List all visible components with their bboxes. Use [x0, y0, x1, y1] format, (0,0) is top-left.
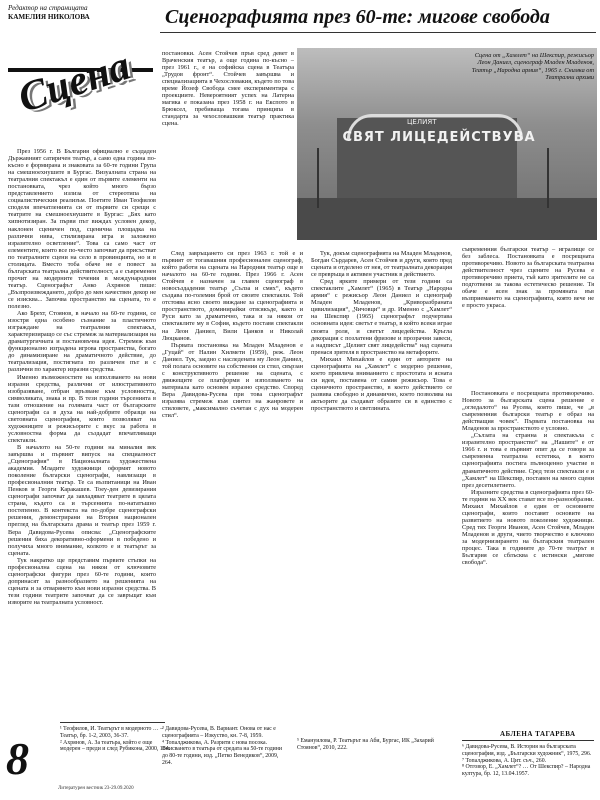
issue-line: Литературен вестник 23-29.09.2020 [58, 786, 134, 791]
editor-credit [8, 4, 143, 22]
editor-label: Редактор на страницата [8, 4, 88, 12]
footnote-rule [462, 740, 594, 741]
footnote: ⁷ Топалджикова, А. Цит. съч., 260. [462, 757, 547, 764]
page-number: 8 [6, 733, 29, 784]
footnote-rule [60, 722, 165, 723]
body-column-2-top [162, 50, 294, 250]
footnotes-mid [162, 726, 287, 767]
paragraph: Изразните средства в сценографията през 60-те години на XX век стават все по-разнообразни. Михаил Михайлов е един от основните сценографи, които поставят основите на развитието на новото поколение художници. Сред тях Георги Иванов, Асен Стойчев, Младен Младенов и други, чието творчество е ключово за модернизирането на българския театрален процес. Така в годините до 70-те театрът в България се сблъсква с истински „мигове свобода“. [462, 488, 594, 567]
photo-caption: Сцена от „Хамлет“ на Шекспир, режисьор Леон Даниел, сценограф Младен Младенов, Театър „Народна армия“, 1965 г. Снимка от Театрални архиви [471, 52, 594, 81]
body-column-4 [462, 390, 594, 720]
paragraph: Именно възможностите на използването на нови изразни средства, различни от илюстративното изобразяване, отбран връзване към условността, символиката, знака и пр. В тези години търсенията в тази отношение на голямата част от българските сценографи са в духа на най-добрите образци на световната сценография, които позволяват на художниците и режисьорите с вкус за работа в условностна форма да създадат впечатляващи спектакли. [8, 373, 156, 444]
paragraph: Сред ярките примери от тези години са спектаклите „Хамлет“ (1965) в Театър „Народна армия“ с режисьор Леон Даниел и сценограф Младен Младенов, „Криворазбраната цивилизация“, „Чичовци“ и др. Именно с „Хамлет“ на Шекспир (1965) сценографът подчертава основната идея: светът е театър, в който всеки играе своята роля, и светът лицедейства. Кръгла декорация с позлатени фризове и прозрачни завеси, а надписът „Целият свят лицедейства“ над сцената пренася зрителя в пространство на метафорите. [311, 278, 452, 356]
photo-tree [317, 148, 319, 208]
paragraph: Постановката е посрещната противоречиво. Новото за българската сцена решение е „огледалото“ на Русева, която пише, че „в съвременния български театър е образ на действащия човек“. Първата постановка на Младенов за пространството е условно. [462, 390, 594, 433]
article-headline: Сценографията през 60-те: мигове свобода [165, 6, 550, 28]
paragraph: Първата постановка на Младен Младенов е „Гуцай“ от Налин Хилмети (1959), реж. Леон Даниел. Тук, заедно с наследената му Леон Даниел, той полага основите на собствения си стил, свързан с конструктивното решение на сцената, с движещите се платформи и използването на материала като основен изразно средство. Според Вера Давидова-Русева при това сценографът изразява стремеж към синтез на жанровете и стиловете, „максимално съчетан с дух на модерен стил“. [162, 341, 303, 420]
editor-name: КАМЕЛИЯ НИКОЛОВА [8, 13, 90, 21]
photo-ground [297, 198, 597, 240]
author-signature: АБЛЕНА ТАГАРЕВА [500, 730, 576, 738]
footnote: ¹ Теофилов, И. Театърът в модерното … – Театър, бр. 1-2, 2003, 36-37. [60, 726, 164, 739]
footnote: ⁶ Давидова-Русева, В. История на българската сценография, изд. „Български художник“, 1975, 296. [462, 744, 592, 757]
paragraph: В началото на 50-те години на миналия век завършва и първият випуск на специалност „Сценография“ в Националната художествена академия. Младите художници оформят новото поколение български сценографи, навлизащи в професионалния театър. Те са възпитаници на Иван Пенков и Георги Каракашев. Тоеу-ден девизирания сценографи започват да завладяват театрите в цялата страна, където са и търсенията по-нататъшно постепенно. В контекста на по-добре сценографски решения, демонстрирани на Втория национален преглед на българската драма и театър през 1959 г. Вера Давидова-Русева описва: „Сценографските решения бяха декоративно-оформени в победено и получиха много внимание, колкото е и театърът за сцената. [8, 443, 156, 557]
photo-sign-sub: ЦЕЛИЯТ [407, 118, 437, 126]
paragraph: Михаил Михайлов е един от авторите на сценографията на „Хамлет“ с модерно решение, което привлича вниманието с простотата и ясната си идея, поставена от самия режисьор. Това е сценичното пространство, в което действието се развива свободно и динамично, което позволява на актьорите да създават образите си в единство с пространството и светлината. [311, 355, 452, 413]
paragraph: „Сълзата на странна и спектакъла с изразително пространство“ на „Нашите“ е от 1966 г. и това е първият опит да се говори за съвременна театрална естетика, в която сценографията постига пълноценно участие в драматичното действие. Сред тези спектакли е и „Хамлет“ на Шекспир, поставен на много сцени през десетилетието. [462, 432, 594, 489]
headline-rule [160, 32, 596, 33]
paragraph: съвременния български театър – игралище се без заблеса. Постановката е посрещната противоречиво. Новото за българската театрална действителност чрез сцените на Русева е противоречиво приета, тъй като зрителите не са подготвени за такова естетическо решение. Тя обаче е ясен знак за промяната във възприемането на сценографията, която вече не е просто украса. [462, 246, 594, 310]
body-column-1 [8, 148, 156, 723]
paragraph: Ако Брехт, Стоянов, в начало на 60-те години, се изостря една особено съзнание за пластичното изграждане на театралния спектакъл, характеризиращо се със стремеж за материализация на драматургичната и постановъчна идея. Стремеж към функционално изградена игрова пространства, богато до динамизиране на драматичното действие, до театрализация, постигната по различен път и с различни по характер изразни средства. [8, 310, 156, 374]
footnotes-far [462, 744, 594, 778]
footnote: ² Ахрянов, А. За театъра, който е още модерен – преди и след Рубикона, 2000, 104. [60, 739, 170, 753]
paragraph: През 1956 г. В България официално е създаден Държавният сатиричен театър, а само една година по-късно е формирана и знаковата за 60-те години Група на смешноехнушите в Бургас. Визуалната страна на театралния спектакъл е един от първите елементи на постановката, чрез който много бързо представлението излиза от стереотипа на социалистическия реализъм. Поетите Иван Теофилов споделя впечатленията си от първите си срещи с театрите на смешноехнушите в Бургас: „Бях като хипнотизиран. За първи път виждах условен декор, наклонен сценичен под, сценична площадка на различни нива, стилизирана игра и заложено изразително осветление“. Това са само част от елементите, които все по-често започват да присъстват по театралните сцени на село в провинцията, но и в столицата. Вместо тоба обаче не е повест за българската театрална действителност, а е съвременен прочит на модерните течения в международния театър. Сценографът Анко Ахрянов пише: „Възпроизвеждането, добро до мен качествен декор не се изисква... Започва пространство на сцената, то е полезно. [8, 148, 156, 311]
footnote: ⁴ Топалджикова, А. Разрити с нова посока. Вписването в театъра от средата на 50-те години до 80-те години, изд. „Петко Венедиков“, 2009, 264. [162, 739, 282, 766]
paragraph: След завръщането си през 1963 г. той е и първият от тогавашния професионален сценограф, който работи на сцената на Народния театър още в началото на 60-те години. През 1966 г. Асен Стойчев е назначен за главен сценограф в новосъздадения театър „Сълза и смях“, където създава по-големия брой от своите спектакли. Той отстоява ясно своето виждане за сценографията и пространството, доминирайки отвсякъде, както и Руси като за драматично, така и за някои от спектаклите му в София, където поставя спектакли на Леон Даниел, Вили Цанков и Николай Люцканов. [162, 250, 303, 342]
footnotes-right [297, 738, 447, 752]
paragraph: Тук, докъм сценографията на Младен Младенов, Богдан Сърдарев, Асен Стойчев и други, която пред сцената и отделено от нея, от театралната декорация се превръща в активен участник в действието. [311, 250, 452, 279]
section-logo [8, 42, 153, 136]
footnote: ⁸ Отговор, Е. „Хамлет“? … От Шекспир? – Народна култура, бр. 12, 13.04.1957. [462, 764, 591, 778]
paragraph: Тук накратко ще представим първите стъпки на професионална сцена на някои от ключовите сценографски фигури през 60-те години, които допринасят за разнообразието на решенията на сцената и за отварянето към нови изразни средства. В тези години театрите започват да се завръщат към изворите на театралната условност. [8, 556, 156, 606]
footnotes-left [60, 726, 170, 753]
body-column-2-3 [162, 250, 452, 745]
body-column-4-top [462, 246, 594, 386]
photo-sign-text: СВЯТ ЛИЦЕДЕЙСТВУВА [342, 130, 536, 145]
section-label: Сцена [12, 42, 136, 122]
paragraph: постановки. Асен Стойчев пръв сред девет в Враченския театър, а още година по-късно – през 1961 г., е на софийска сцена в Театъра „Трудов фронт“. Стойчев завършва и специализацията в Чехословакия, където по това време Йозеф Свобода смее експериментира с проекциите. Невероятният успех на Латерна магика е показана през 1958 г. на Експото в Брюксел, пребиваща тогава принципа в стандарта за чехословашкия театър практика сцена. [162, 50, 294, 128]
footnote: ⁵ Емануилова, Р. Театърът на Аби, Бургас, ИК „Захарий Стоянов“, 2010, 222. [297, 738, 434, 751]
photo-tree [547, 148, 549, 208]
footnote: ³ Давидова-Русева, В. Вариант. Онова от нас е сценографията – Изкуство, кн. 7-8, 1959. [162, 726, 276, 739]
